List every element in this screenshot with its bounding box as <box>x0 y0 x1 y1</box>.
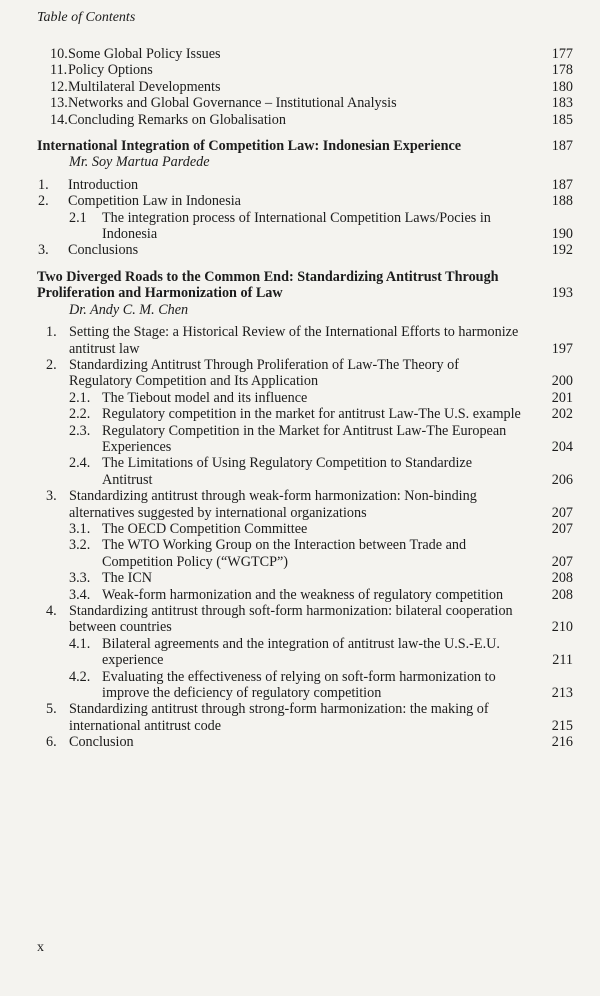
page-number: 192 <box>551 242 573 259</box>
entry-number: 3.2. <box>69 537 91 554</box>
toc-entry[interactable] <box>0 357 600 390</box>
page-number: 177 <box>551 46 573 62</box>
page-number: 197 <box>551 340 573 357</box>
page-number: 216 <box>551 734 573 751</box>
entry-number: 4. <box>46 603 57 619</box>
entry-title: Bilateral agreements and the integration of antitrust law-the U.S.-E.U. experience <box>102 635 500 669</box>
page-number: 187 <box>551 138 573 155</box>
entry-number: 2.4. <box>69 455 91 472</box>
entry-title: Concluding Remarks on Globalisation <box>68 111 286 128</box>
toc-entry[interactable] <box>0 734 600 750</box>
entry-number: 12. <box>50 78 68 95</box>
toc-entry[interactable] <box>0 95 600 111</box>
toc-entry[interactable] <box>0 701 600 734</box>
entry-title: Standardizing antitrust through weak-form harmonization: Non-binding alternatives suggested by international organizations <box>69 488 477 521</box>
entry-number: 3.1. <box>69 520 91 537</box>
section-a-list <box>0 46 600 128</box>
part2-item-list <box>0 177 600 259</box>
entry-number: 3.4. <box>69 586 91 603</box>
toc-entry[interactable] <box>0 112 600 128</box>
entry-title: The Limitations of Using Regulatory Competition to Standardize Antitrust <box>102 455 472 488</box>
entry-number: 4.1. <box>69 635 91 652</box>
toc-entry[interactable] <box>0 570 600 586</box>
entry-title: Competition Law in Indonesia <box>68 193 241 210</box>
toc-entry[interactable] <box>0 210 600 243</box>
toc-entry[interactable] <box>0 669 600 702</box>
entry-number: 1. <box>46 324 57 341</box>
toc-entry[interactable] <box>0 62 600 78</box>
page-folio: x <box>37 940 44 955</box>
entry-number: 11. <box>50 62 68 79</box>
entry-title: Conclusion <box>69 734 134 751</box>
part-title-antitrust[interactable] <box>0 269 600 302</box>
author-name: Mr. Soy Martua Pardede <box>69 154 210 171</box>
entry-number: 1. <box>38 176 49 193</box>
toc-entry[interactable] <box>0 603 600 636</box>
part-title-indonesia[interactable] <box>0 138 600 154</box>
page-number: 193 <box>551 285 573 302</box>
entry-title: Weak-form harmonization and the weakness of regulatory competition <box>102 586 504 603</box>
running-head: Table of Contents <box>37 10 136 25</box>
part3-item-list <box>0 324 600 751</box>
entry-title: Standardizing antitrust through soft-form harmonization: bilateral cooperation between countries <box>69 603 513 636</box>
page-number: 213 <box>551 685 573 702</box>
entry-number: 3. <box>46 488 57 505</box>
toc-entry[interactable] <box>0 587 600 603</box>
entry-number: 10. <box>50 46 68 62</box>
toc-entry[interactable] <box>0 242 600 258</box>
toc-entry[interactable] <box>0 193 600 209</box>
page-number: 208 <box>551 586 573 603</box>
entry-title: Introduction <box>68 176 139 193</box>
table-of-contents <box>0 46 600 751</box>
toc-entry[interactable] <box>0 46 600 62</box>
page-number: 183 <box>551 95 573 112</box>
entry-number: 2.1. <box>69 389 91 406</box>
author-name: Dr. Andy C. M. Chen <box>69 301 189 318</box>
page-number: 207 <box>551 520 573 537</box>
entry-number: 2. <box>38 193 49 210</box>
toc-entry[interactable] <box>0 406 600 422</box>
page-number: 190 <box>551 226 573 243</box>
entry-number: 14. <box>50 111 68 128</box>
toc-entry[interactable] <box>0 79 600 95</box>
page-number: 178 <box>551 62 573 79</box>
part-title-text: Two Diverged Roads to the Common End: Standardizing Antitrust Through Proliferation and Harmonization of Law <box>37 268 499 302</box>
page-number: 204 <box>551 438 573 455</box>
toc-entry[interactable] <box>0 324 600 357</box>
entry-number: 2.3. <box>69 422 91 439</box>
entry-title: Regulatory Competition in the Market for Antitrust Law-The European Experiences <box>102 422 507 455</box>
toc-entry[interactable] <box>0 488 600 521</box>
toc-entry[interactable] <box>0 521 600 537</box>
entry-title: The OECD Competition Committee <box>102 520 308 537</box>
entry-number: 4.2. <box>69 668 91 685</box>
page-number: 202 <box>551 406 573 423</box>
entry-number: 2.2. <box>69 406 91 423</box>
toc-entry[interactable] <box>0 636 600 669</box>
page-number: 187 <box>551 176 573 193</box>
page-number: 208 <box>551 570 573 587</box>
toc-entry[interactable] <box>0 537 600 570</box>
entry-number: 3.3. <box>69 570 91 587</box>
entry-number: 13. <box>50 95 68 112</box>
toc-entry[interactable] <box>0 177 600 193</box>
toc-entry[interactable] <box>0 390 600 406</box>
entry-title: The integration process of International Competition Laws/Pocies in Indonesia <box>102 209 491 243</box>
page-number: 207 <box>551 553 573 570</box>
entry-title: Evaluating the effectiveness of relying on soft-form harmonization to improve the deficiency of regulatory competition <box>102 668 496 702</box>
page-number: 180 <box>551 78 573 95</box>
entry-number: 2.1 <box>69 209 87 226</box>
entry-title: Networks and Global Governance – Institutional Analysis <box>68 95 397 112</box>
entry-title: Conclusions <box>68 242 139 259</box>
page-number: 215 <box>551 717 573 734</box>
entry-title: The Tiebout model and its influence <box>102 389 308 406</box>
page-number: 206 <box>551 471 573 488</box>
page-number: 207 <box>551 504 573 521</box>
entry-title: Setting the Stage: a Historical Review of the International Efforts to harmonize antitrust law <box>69 324 519 357</box>
entry-number: 3. <box>38 242 49 259</box>
entry-number: 5. <box>46 701 57 718</box>
toc-entry[interactable] <box>0 455 600 488</box>
entry-title: The ICN <box>102 570 153 587</box>
entry-title: Regulatory competition in the market for antitrust Law-The U.S. example <box>102 406 521 423</box>
page-number: 211 <box>552 652 573 669</box>
entry-title: Some Global Policy Issues <box>68 46 221 62</box>
page-number: 185 <box>551 111 573 128</box>
page-number: 200 <box>551 373 573 390</box>
part-title-text: International Integration of Competition Law: Indonesian Experience <box>37 138 462 155</box>
entry-title: Multilateral Developments <box>68 78 221 95</box>
toc-entry[interactable] <box>0 423 600 456</box>
page-number: 188 <box>551 193 573 210</box>
entry-title: The WTO Working Group on the Interaction between Trade and Competition Policy (“WGTCP”) <box>102 537 467 570</box>
page-number: 201 <box>551 389 573 406</box>
page-number: 210 <box>551 619 573 636</box>
entry-number: 6. <box>46 734 57 751</box>
entry-title: Policy Options <box>68 62 153 79</box>
entry-title: Standardizing antitrust through strong-form harmonization: the making of international antitrust code <box>69 701 489 734</box>
entry-title: Standardizing Antitrust Through Proliferation of Law-The Theory of Regulatory Competition and Its Application <box>69 356 459 390</box>
entry-number: 2. <box>46 356 57 373</box>
